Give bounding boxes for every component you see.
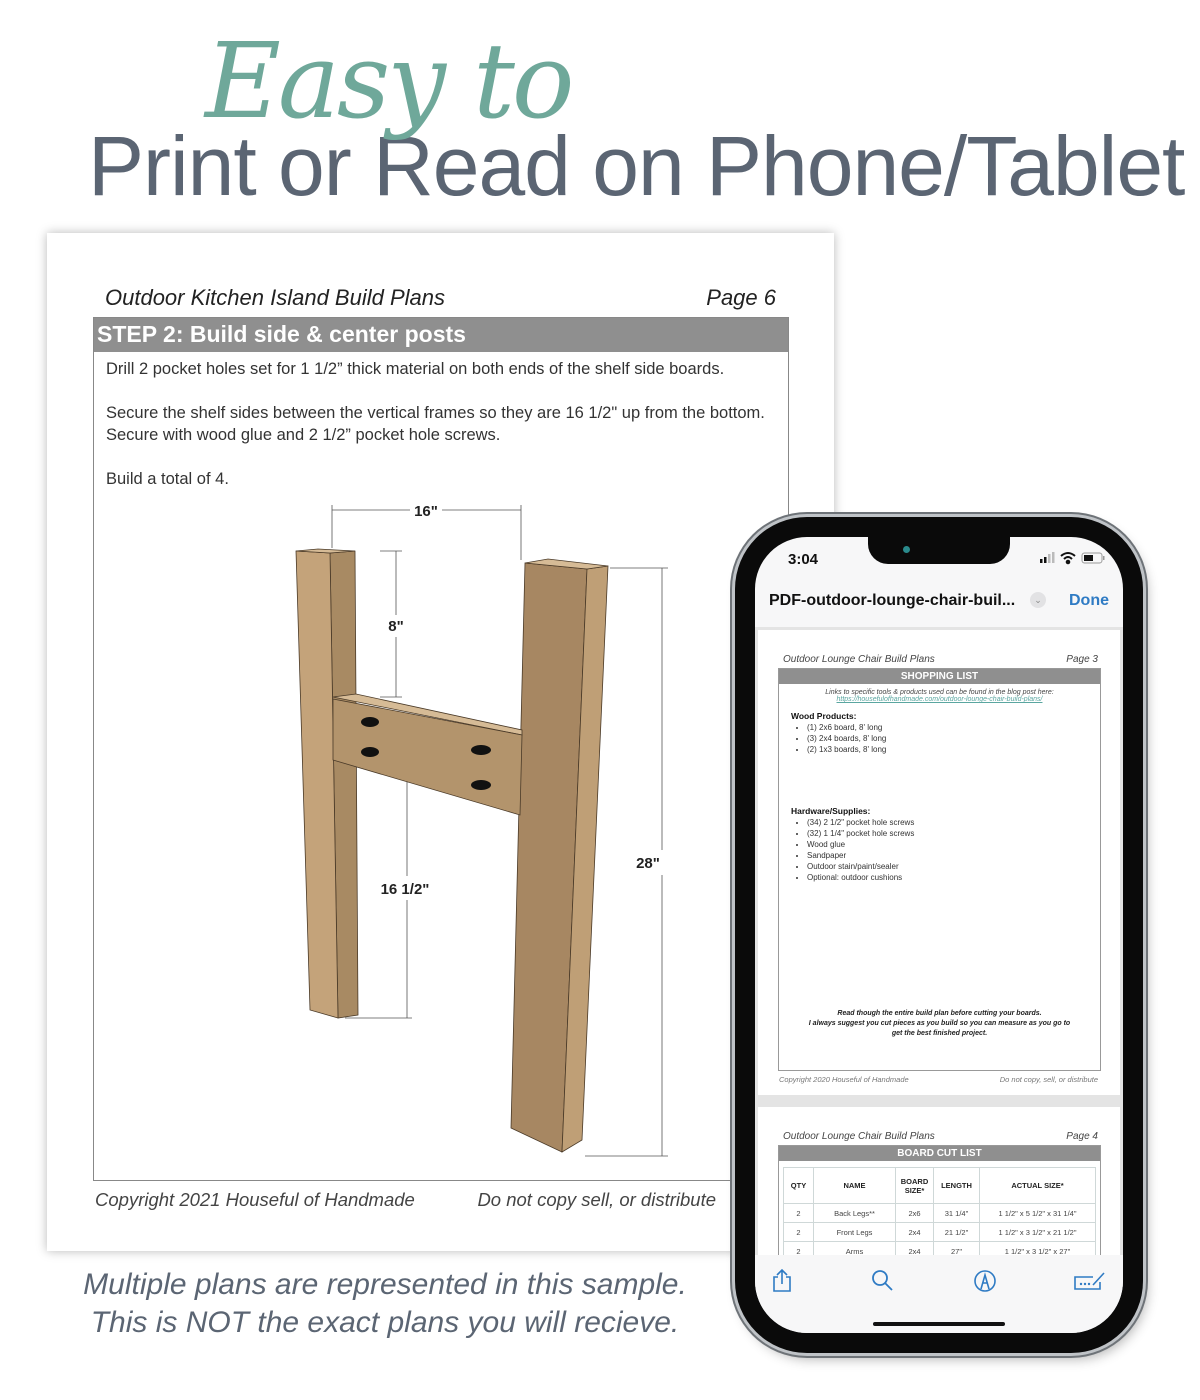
page-number: Page 6 bbox=[706, 285, 776, 310]
paragraph: Drill 2 pocket holes set for 1 1/2” thick material on both ends of the shelf side boards. bbox=[106, 360, 725, 378]
section-heading: BOARD CUT LIST bbox=[779, 1146, 1100, 1161]
notch bbox=[868, 537, 1010, 564]
list-item: • (32) 1 1/4" pocket hole screws bbox=[807, 828, 914, 839]
wood-products bbox=[791, 711, 886, 755]
caption-line: This is NOT the exact plans you will recieve. bbox=[90, 1306, 680, 1339]
dim-upper: 8" bbox=[388, 618, 404, 635]
done-button[interactable]: Done bbox=[1069, 592, 1109, 609]
camera-icon bbox=[903, 546, 910, 553]
note-line: get the best finished project. bbox=[891, 1030, 988, 1037]
table-row bbox=[784, 1204, 1096, 1223]
wifi-icon bbox=[1061, 553, 1075, 563]
cell: 1 1/2" x 3 1/2" x 21 1/2" bbox=[980, 1223, 1096, 1242]
section-heading: SHOPPING LIST bbox=[779, 669, 1100, 684]
header-cell: BOARD SIZE* bbox=[896, 1168, 934, 1204]
dim-width: 16" bbox=[414, 503, 438, 520]
status-time: 3:04 bbox=[788, 551, 819, 568]
h-frame-diagram bbox=[47, 233, 834, 1251]
page-number: Page 4 bbox=[1066, 1131, 1098, 1142]
list-item: • (34) 2 1/2" pocket hole screws bbox=[807, 817, 914, 828]
list-item: • (1) 2x6 board, 8' long bbox=[807, 722, 886, 733]
cell: 2x4 bbox=[896, 1223, 934, 1242]
battery-icon bbox=[1082, 553, 1105, 563]
headline: Print or Read on Phone/Tablet bbox=[88, 119, 1185, 213]
pdf-page-3 bbox=[758, 630, 1120, 1095]
shopping-list-box bbox=[778, 668, 1101, 1071]
page-number: Page 3 bbox=[1066, 654, 1098, 665]
search-icon[interactable] bbox=[871, 1269, 895, 1293]
copy-notice: Do not copy, sell, or distribute bbox=[999, 1075, 1098, 1084]
pdf-viewer[interactable] bbox=[755, 627, 1123, 1255]
cell: 2 bbox=[784, 1223, 814, 1242]
phone-screen bbox=[755, 537, 1123, 1333]
header-cell: ACTUAL SIZE* bbox=[980, 1168, 1096, 1204]
cell: 2x4 bbox=[896, 1242, 934, 1256]
build-note bbox=[779, 1009, 1100, 1039]
hardware-heading: Hardware/Supplies: bbox=[791, 806, 871, 816]
header-cell: QTY bbox=[784, 1168, 814, 1204]
form-fill-icon[interactable] bbox=[1073, 1269, 1107, 1293]
table-header bbox=[784, 1168, 1096, 1204]
dim-height: 28" bbox=[636, 855, 660, 872]
cell: 31 1/4" bbox=[934, 1204, 980, 1223]
doc-title: Outdoor Kitchen Island Build Plans bbox=[105, 285, 445, 310]
cell: 2 bbox=[784, 1204, 814, 1223]
copy-notice: Do not copy sell, or distribute bbox=[477, 1189, 716, 1210]
dim-lower: 16 1/2" bbox=[380, 881, 430, 898]
list-item: • Wood glue bbox=[807, 839, 914, 850]
chevron-down-icon[interactable]: ⌄ bbox=[1030, 592, 1046, 608]
note-line: I always suggest you cut pieces as you build so you can measure as you go to bbox=[808, 1020, 1071, 1027]
paragraph: Build a total of 4. bbox=[106, 470, 229, 488]
links-note: Links to specific tools & products used can be found in the blog post here: bbox=[825, 689, 1054, 696]
share-icon[interactable] bbox=[771, 1269, 793, 1293]
easy-to-script: Easy to bbox=[205, 20, 572, 142]
cell: 2 bbox=[784, 1242, 814, 1256]
list-item: • Optional: outdoor cushions bbox=[807, 872, 914, 883]
cell: Arms bbox=[814, 1242, 896, 1256]
copyright: Copyright 2020 Houseful of Handmade bbox=[779, 1075, 909, 1084]
cell: 1 1/2" x 5 1/2" x 31 1/4" bbox=[980, 1204, 1096, 1223]
caption-line: Multiple plans are represented in this sample. bbox=[83, 1268, 687, 1301]
plan-sheet bbox=[47, 233, 834, 1251]
blog-link[interactable]: https://housefulofhandmade.com/outdoor-lounge-chair-build-plans/ bbox=[836, 696, 1043, 703]
pdf-page-4 bbox=[758, 1107, 1120, 1255]
caption bbox=[60, 1266, 710, 1342]
list-item: • Outdoor stain/paint/sealer bbox=[807, 861, 914, 872]
paragraph: Secure the shelf sides between the vertical frames so they are 16 1/2" up from the bottom. Secure with wood glue and 2 1/2” pocket hole screws. bbox=[106, 404, 765, 444]
markup-icon[interactable] bbox=[973, 1269, 997, 1293]
list-item: • Sandpaper bbox=[807, 850, 914, 861]
header-cell: NAME bbox=[814, 1168, 896, 1204]
note-line: Read though the entire build plan before cutting your boards. bbox=[837, 1010, 1042, 1017]
cut-list-box bbox=[778, 1145, 1101, 1255]
cell: Front Legs bbox=[814, 1223, 896, 1242]
cell: 27" bbox=[934, 1242, 980, 1256]
home-indicator[interactable] bbox=[873, 1322, 1005, 1326]
copyright: Copyright 2021 Houseful of Handmade bbox=[95, 1189, 415, 1210]
step-heading: STEP 2: Build side & center posts bbox=[94, 318, 788, 352]
cell: 2x6 bbox=[896, 1204, 934, 1223]
page-title: Outdoor Lounge Chair Build Plans bbox=[783, 1131, 935, 1142]
wood-heading: Wood Products: bbox=[791, 711, 857, 721]
cell: 21 1/2" bbox=[934, 1223, 980, 1242]
table-row bbox=[784, 1223, 1096, 1242]
cut-list-table bbox=[783, 1167, 1096, 1255]
bottom-toolbar bbox=[755, 1255, 1123, 1333]
document-title: PDF-outdoor-lounge-chair-buil... bbox=[769, 592, 1016, 609]
header-cell: LENGTH bbox=[934, 1168, 980, 1204]
dimension-lines bbox=[332, 505, 668, 1156]
list-item: • (3) 2x4 boards, 8' long bbox=[807, 733, 886, 744]
cell: 1 1/2" x 3 1/2" x 27" bbox=[980, 1242, 1096, 1256]
hardware-supplies bbox=[791, 806, 914, 883]
signal-icon bbox=[1040, 552, 1055, 563]
cell: Back Legs** bbox=[814, 1204, 896, 1223]
page-title: Outdoor Lounge Chair Build Plans bbox=[783, 654, 935, 665]
phone bbox=[735, 517, 1143, 1353]
list-item: • (2) 1x3 boards, 8' long bbox=[807, 744, 886, 755]
table-row bbox=[784, 1242, 1096, 1256]
status-icons bbox=[1040, 551, 1110, 565]
